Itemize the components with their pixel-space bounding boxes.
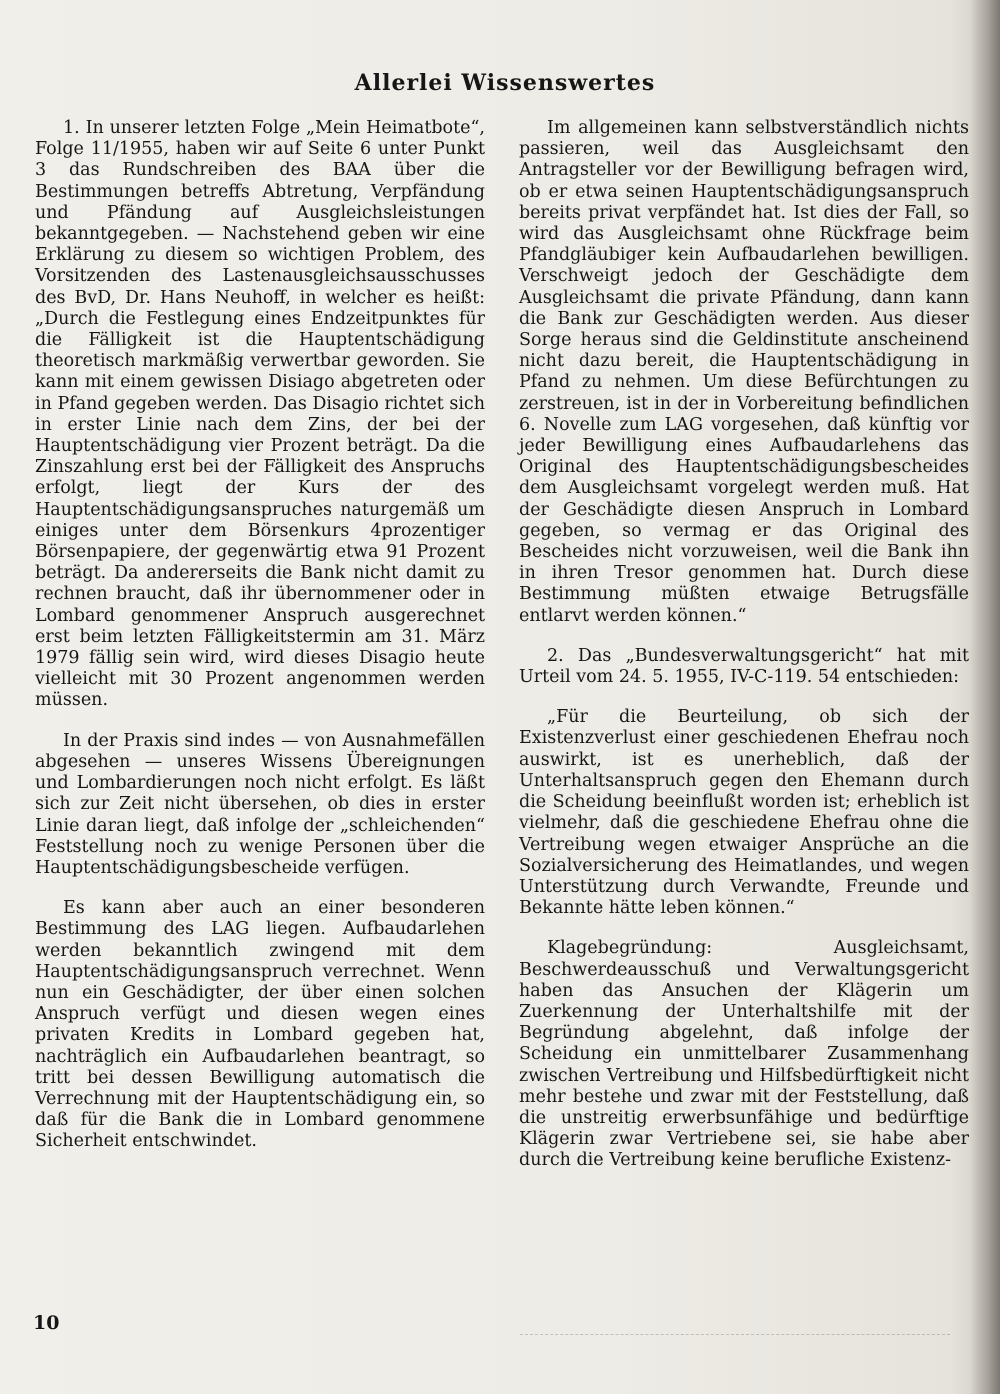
paragraph: 1. In unserer letzten Folge „Mein Heimatbote“, Folge 11/1955, haben wir auf Seite 6 unter Punkt 3 das Rundschreiben des BAA über die Bestimmungen betreffs Abtretung, Verpfändung und Pfändung auf Ausgleichsleistungen bekanntgegeben. — Nachstehend geben wir eine Erklärung zu diesem so wichtigen Problem, des Vorsitzenden des Lastenausgleichsausschusses des BvD, Dr. Hans Neuhoff, in welcher es heißt: „Durch die Festlegung eines Endzeitpunktes für die Fälligkeit ist die Hauptentschädigung theoretisch markmäßig verwertbar geworden. Sie kann mit einem gewissen Disiago abgetreten oder in Pfand gegeben werden. Das Disagio richtet sich in erster Linie nach dem Zins, der bei der Hauptentschädigung vier Prozent beträgt. Da die Zinszahlung erst bei der Fälligkeit des Anspruchs erfolgt, liegt der Kurs der des Hauptentschädigungsanspruches naturgemäß um einiges unter dem Börsenkurs 4prozentiger Börsenpapiere, der gegenwärtig etwa 91 Prozent beträgt. Da andererseits die Bank nicht damit zu rechnen braucht, daß ihr übernommener oder in Lombard genommener Anspruch ausgerechnet erst beim letzten Fälligkeitstermin am 31. März 1979 fällig sein wird, wird dieses Disagio heute vielleicht mit 30 Prozent angenommen werden müssen. <box>35 118 485 711</box>
left-column <box>35 118 485 1172</box>
article-title: Allerlei Wissenswertes <box>354 70 656 96</box>
right-column <box>519 118 969 1191</box>
paragraph: Im allgemeinen kann selbstverständlich nichts passieren, weil das Ausgleichsamt den Antragsteller vor der Bewilligung befragen wird, ob er etwa seinen Hauptentschädigungsanspruch bereits privat verpfändet hat. Ist dies der Fall, so wird das Ausgleichsamt ohne Rückfrage beim Pfandgläubiger kein Aufbaudarlehen bewilligen. Verschweigt jedoch der Geschädigte dem Ausgleichsamt die private Pfändung, dann kann die Bank zur Geschädigten werden. Aus dieser Sorge heraus sind die Geldinstitute anscheinend nicht dazu bereit, die Hauptentschädigung in Pfand zu nehmen. Um diese Befürchtungen zu zerstreuen, ist in der in Vorbereitung befindlichen 6. Novelle zum LAG vorgesehen, daß künftig vor jeder Bewilligung eines Aufbaudarlehens das Original des Hauptentschädigungsbescheides dem Ausgleichsamt vorgelegt werden muß. Hat der Geschädigte diesen Anspruch in Lombard gegeben, so vermag er das Original des Bescheides nicht vorzuweisen, weil die Bank ihn in ihren Tresor genommen hat. Durch diese Bestimmung müßten etwaige Betrugsfälle entlarvt werden können.“ <box>519 118 969 626</box>
book-spine-shadow <box>970 0 1000 1394</box>
paragraph: In der Praxis sind indes — von Ausnahmefällen abgesehen — unseres Wissens Übereignungen und Lombardierungen noch nicht erfolgt. Es läßt sich zur Zeit nicht übersehen, ob dies in erster Linie daran liegt, daß infolge der „schleichenden“ Feststellung noch zu wenige Personen über die Hauptentschädigungsbescheide verfügen. <box>35 730 485 878</box>
footer-divider <box>520 1334 950 1335</box>
page-number: 10 <box>33 1312 60 1334</box>
paragraph: 2. Das „Bundesverwaltungsgericht“ hat mit Urteil vom 24. 5. 1955, IV-C-119. 54 entschieden: <box>519 645 969 688</box>
paragraph: Klagebegründung: Ausgleichsamt, Beschwerdeausschuß und Verwaltungsgericht haben das Ansuchen der Klägerin um Zuerkennung der Unterhaltshilfe mit der Begründung abgelehnt, daß infolge der Scheidung ein unmittelbarer Zusammenhang zwischen Vertreibung und Hilfsbedürftigkeit nicht mehr bestehe und zwar mit der Feststellung, daß die unstreitig erwerbsunfähige und bedürftige Klägerin zwar Vertriebene sei, sie habe aber durch die Vertreibung keine berufliche Existenz- <box>519 938 969 1171</box>
paragraph: Es kann aber auch an einer besonderen Bestimmung des LAG liegen. Aufbaudarlehen werden bekanntlich zwingend mit dem Hauptentschädigungsanspruch verrechnet. Wenn nun ein Geschädigter, der über einen solchen Anspruch verfügt und diesen wegen eines privaten Kredits in Lombard gegeben hat, nachträglich ein Aufbaudarlehen beantragt, so tritt bei dessen Bewilligung automatisch die Verrechnung mit der Hauptentschädigung ein, so daß für die Bank die in Lombard genommene Sicherheit entschwindet. <box>35 898 485 1152</box>
paragraph: „Für die Beurteilung, ob sich der Existenzverlust einer geschiedenen Ehefrau noch auswirkt, ist es unerheblich, daß der Unterhaltsanspruch gegen den Ehemann durch die Scheidung beeinflußt worden ist; erheblich ist vielmehr, daß die geschiedene Ehefrau ohne die Vertreibung wegen etwaiger Ansprüche an die Sozialversicherung des Heimatlandes, und wegen Unterstützung durch Verwandte, Freunde und Bekannte hätte leben können.“ <box>519 707 969 919</box>
